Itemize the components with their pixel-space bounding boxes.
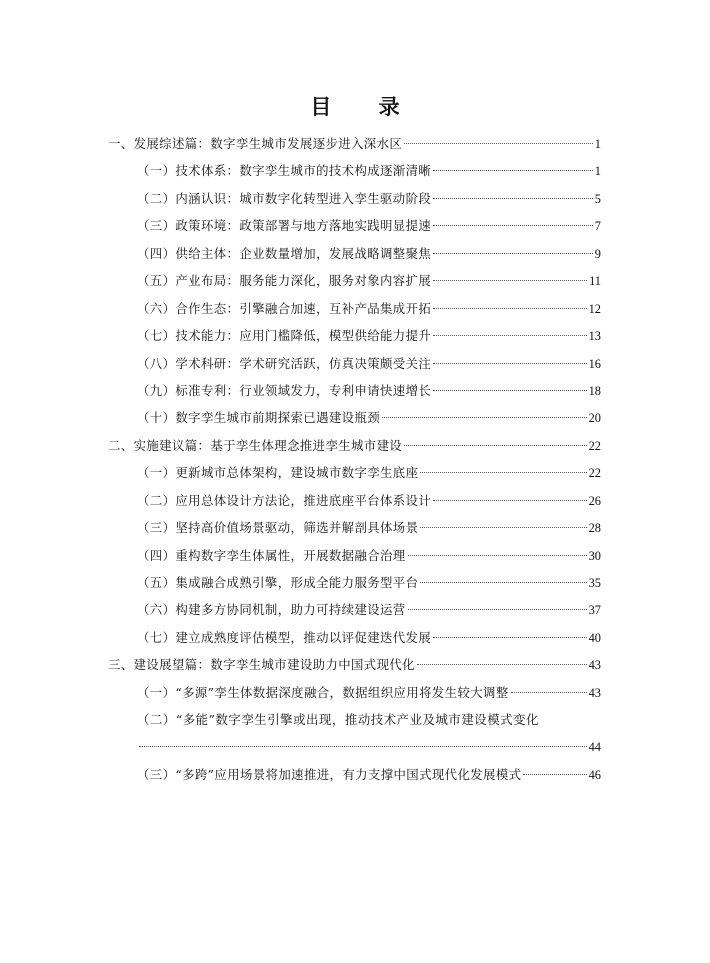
toc-entry-label: （九）标准专利：行业领域发力，专利申请快速增长: [137, 382, 432, 398]
toc-entry[interactable]: [108, 377, 601, 404]
toc-entry[interactable]: [108, 350, 601, 377]
page-title: 目 录: [310, 95, 420, 119]
toc-entry-label: （四）重构数字孪生体属性，开展数据融合治理: [137, 547, 406, 563]
toc-entry-label: 二、实施建议篇：基于孪生体理念推进孪生城市建设: [108, 437, 403, 453]
toc-entry-label: （一）“多源”孪生体数据深度融合，数据组织应用将发生较大调整: [137, 684, 509, 700]
toc-leader-dots: [420, 581, 586, 583]
toc-page-number: 12: [588, 301, 601, 316]
toc-entry-label: （二）内涵认识：城市数字化转型进入孪生驱动阶段: [137, 190, 432, 206]
toc-entry[interactable]: [108, 130, 601, 157]
toc-page-number: 46: [588, 768, 601, 783]
toc-entry[interactable]: [108, 624, 601, 651]
toc-entry[interactable]: [108, 706, 601, 761]
toc-page-number: 43: [588, 658, 601, 673]
toc-entry-label: （三）政策环境：政策部署与地方落地实践明显提速: [137, 218, 432, 234]
toc-leader-dots: [433, 197, 593, 199]
toc-leader-dots: [139, 745, 587, 747]
toc-page-number: 22: [588, 438, 601, 453]
toc-entry-label: （十）数字孪生城市前期探索已遇建设瓶颈: [137, 410, 381, 426]
toc-leader-dots: [382, 416, 587, 418]
toc-leader-dots: [404, 444, 586, 446]
toc-leader-dots: [433, 307, 586, 309]
toc-entry[interactable]: [108, 432, 601, 459]
toc-page-number: 13: [588, 329, 601, 344]
toc-entry-label: （三）“多跨”应用场景将加速推进，有力支撑中国式现代化发展模式: [137, 767, 522, 783]
toc-entry-label: （三）坚持高价值场景驱动，筛选并解剖具体场景: [137, 520, 419, 536]
toc-entry[interactable]: [108, 404, 601, 431]
toc-entry[interactable]: [108, 514, 601, 541]
toc-entry[interactable]: [108, 569, 601, 596]
toc-entry-label: （六）合作生态：引擎融合加速，互补产品集成开拓: [137, 300, 432, 316]
table-of-contents: [108, 130, 601, 789]
toc-leader-dots: [408, 608, 587, 610]
toc-page-number: 5: [594, 191, 601, 206]
toc-page-number: 35: [588, 576, 601, 590]
toc-leader-dots: [433, 252, 593, 254]
toc-page-number: 18: [588, 383, 601, 398]
toc-page-number: 43: [588, 685, 601, 700]
toc-entry[interactable]: [108, 212, 601, 239]
toc-leader-dots: [433, 224, 593, 226]
toc-entry[interactable]: [108, 157, 601, 184]
toc-page-number: 26: [588, 493, 601, 508]
toc-leader-dots: [433, 389, 586, 391]
toc-page-number: 20: [588, 411, 601, 426]
toc-leader-dots: [420, 526, 586, 528]
toc-entry-label: （二）“多能”数字孪生引擎或出现，推动技术产业及城市建设模式变化: [137, 712, 539, 728]
toc-entry-label: （二）应用总体设计方法论，推进底座平台体系设计: [137, 492, 432, 508]
toc-entry-label: （一）技术体系：数字孪生城市的技术构成逐渐清晰: [137, 163, 432, 179]
toc-leader-dots: [420, 471, 586, 473]
toc-entry[interactable]: [108, 487, 601, 514]
toc-entry[interactable]: [108, 267, 601, 294]
toc-entry-label: （六）构建多方协同机制，助力可持续建设运营: [137, 602, 406, 618]
toc-entry[interactable]: [108, 679, 601, 706]
toc-entry[interactable]: [108, 542, 601, 569]
toc-page-number: 40: [588, 630, 601, 645]
toc-entry[interactable]: [108, 651, 601, 678]
toc-entry[interactable]: [108, 459, 601, 486]
toc-entry-label: （五）产业布局：服务能力深化，服务对象内容扩展: [137, 273, 432, 289]
toc-leader-dots: [433, 279, 587, 281]
toc-leader-dots: [408, 554, 587, 556]
toc-page-number: 7: [594, 219, 601, 234]
toc-entry-label: 三、建设展望篇：数字孪生城市建设助力中国式现代化: [108, 657, 415, 673]
toc-page-number: 1: [594, 164, 601, 179]
toc-entry-label: （一）更新城市总体架构，建设城市数字孪生底座: [137, 465, 419, 481]
toc-page-number: 37: [588, 603, 601, 618]
toc-page-number: 30: [588, 548, 601, 563]
toc-entry[interactable]: [108, 596, 601, 623]
toc-entry-label: （五）集成融合成熟引擎，形成全能力服务型平台: [137, 575, 419, 590]
toc-entry-label: （七）技术能力：应用门槛降低，模型供给能力提升: [137, 328, 432, 344]
toc-page-number: 1: [594, 137, 601, 151]
toc-leader-dots: [511, 691, 587, 693]
toc-page-number: 16: [588, 356, 601, 371]
toc-page-number: 9: [594, 246, 601, 261]
toc-leader-dots: [433, 636, 586, 638]
toc-entry[interactable]: [108, 295, 601, 322]
toc-leader-dots: [433, 362, 586, 364]
toc-entry[interactable]: [108, 240, 601, 267]
toc-page-number: 22: [588, 466, 601, 481]
toc-page-number: 11: [589, 274, 601, 289]
toc-entry[interactable]: [108, 185, 601, 212]
toc-leader-dots: [433, 499, 586, 501]
toc-leader-dots: [433, 169, 593, 171]
toc-leader-dots: [523, 773, 586, 775]
toc-leader-dots: [433, 334, 586, 336]
toc-entry-label: （四）供给主体：企业数量增加，发展战略调整聚焦: [137, 245, 432, 261]
toc-entry-label: （八）学术科研：学术研究活跃，仿真决策颇受关注: [137, 355, 432, 371]
toc-page-number: 28: [588, 521, 601, 536]
toc-entry[interactable]: [108, 322, 601, 349]
toc-page-number: 44: [588, 739, 601, 754]
toc-entry[interactable]: [108, 761, 601, 788]
toc-leader-dots: [404, 142, 593, 144]
toc-leader-dots: [417, 663, 587, 665]
toc-entry-label: （七）建立成熟度评估模型，推动以评促建迭代发展: [137, 629, 432, 645]
toc-entry-label: 一、发展综述篇：数字孪生城市发展逐步进入深水区: [108, 136, 403, 151]
